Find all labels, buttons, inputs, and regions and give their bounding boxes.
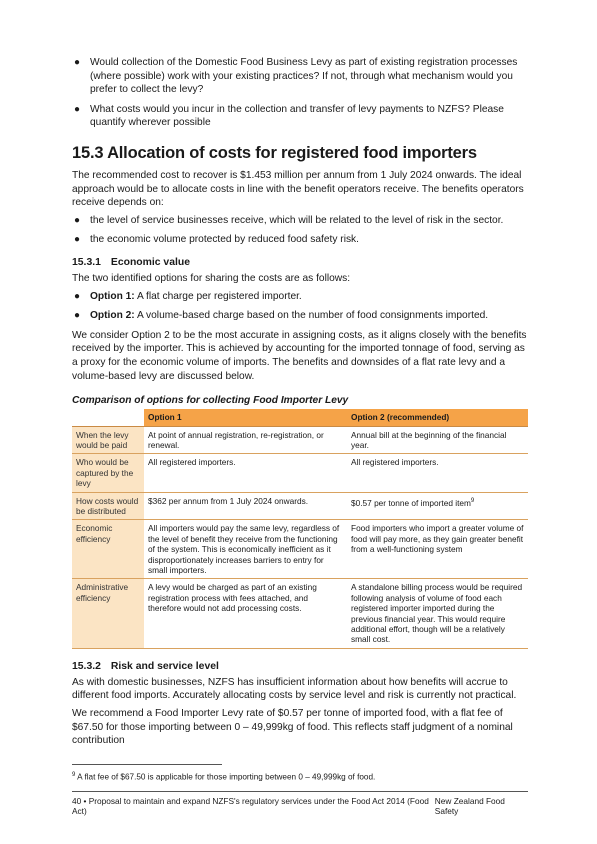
row-heading: Who would be captured by the levy [72,454,144,492]
row-heading: Economic efficiency [72,520,144,579]
bullet-icon: ● [74,103,81,115]
bullet-icon: ● [74,290,81,302]
table-header-option2: Option 2 (recommended) [347,409,528,426]
table-row [72,520,528,579]
economic-paragraph: We consider Option 2 to be the most accurate in assigning costs, as it aligns closely with the benefits received by the importer. This is achieved by accounting for the imported tonnage of food, serving as a proxy for the economic volume of imports. The benefits and downsides of a flat rate levy and a volume-based levy are discussed below. [72,329,527,382]
list-item: ● the level of service businesses receive, which will be related to the level of risk in the sector. [74,214,504,226]
footer-right: New Zealand Food Safety [434,796,505,816]
subsection-heading-economic: 15.3.1 Economic value [72,256,191,268]
risk-paragraph-1: As with domestic businesses, NZFS has insufficient information about how benefits will accrue to different food imports. Accurately allocating costs by service level and risk is currently not practical. [72,676,517,702]
table-row [72,579,528,648]
page-footer [72,796,528,816]
subsection-heading-risk: 15.3.2 Risk and service level [72,660,219,672]
risk-paragraph-2: We recommend a Food Importer Levy rate of $0.57 per tonne of imported food, with a flat fee of $67.50 for those importing between 0 – 49,999kg of food. This reflects staff judgment of a nominal contribution [72,708,513,747]
list-item: ● the economic volume protected by reduced food safety risk. [74,234,359,246]
bullet-icon: ● [74,234,81,246]
table-title: Comparison of options for collecting Food Importer Levy [72,395,349,407]
table-cell: $0.57 per tonne of imported item$^9$ [347,492,528,520]
bullet-icon: ● [74,57,81,68]
table-cell: Food importers who import a greater volume of food will pay more, as they gain greater benefit from a well-functioning system [347,520,528,579]
section-intro: The recommended cost to recover is $1.453 million per annum from 1 July 2024 onwards. The ideal approach would be to allocate costs in line with the benefit operators receive. The benefits operators receive depends on: [72,169,524,209]
footnote: $^9$ A flat fee of $67.50 is applicable for those importing between 0 – 49,999kg of food. [72,772,376,782]
table-cell: All registered importers. [144,454,347,492]
footnote-ref: 9 [470,497,475,504]
section-heading: 15.3 Allocation of costs for registered food importers [72,143,477,162]
consultation-questions [72,56,528,130]
table-cell: Annual bill at the beginning of the financial year. [347,426,528,454]
table-cell: All importers would pay the same levy, regardless of the level of benefit they receive from the functioning of the system. This is economically inefficient as it disproportionately increases barriers to entry for small importers. [144,520,347,579]
table-cell: $362 per annum from 1 July 2024 onwards. [144,492,347,520]
list-item: ● Option 1: A flat charge per registered importer. [74,290,302,302]
table-header-option1: Option 1 [144,409,347,426]
table-cell: A standalone billing process would be required following analysis of volume of food each registered importer imported during the previous financial year. This would require additional effort, though will be a relatively small cost. [347,579,528,648]
list-item: ● Would collection of the Domestic Food Business Levy as part of existing registration processes (where possible) work with your existing practices? If not, through what mechanism would you prefer to collect the levy? [74,57,518,96]
footer-left: 40 • Proposal to maintain and expand NZFS's regulatory services under the Food Act 2014 (Food Act) [72,796,429,816]
row-heading: How costs would be distributed [72,492,144,520]
table-row [72,492,528,520]
bullet-icon: ● [74,214,81,226]
comparison-table [72,409,528,649]
options-lead: The two identified options for sharing the costs are as follows: [72,272,351,284]
benefit-list [72,214,528,247]
table-row [72,426,528,454]
table-cell: A levy would be charged as part of an existing registration process with fees attached, and therefore would not add processing costs. [144,579,347,648]
bullet-icon: ● [74,310,81,322]
table-cell: All registered importers. [347,454,528,492]
table-cell: At point of annual registration, re-registration, or renewal. [144,426,347,454]
document-page [72,56,528,752]
row-heading: When the levy would be paid [72,426,144,454]
footnote-divider [72,764,222,765]
options-list [72,290,528,323]
list-item: ● Option 2: A volume-based charge based on the number of food consignments imported. [74,310,489,322]
footer-divider [72,791,528,792]
list-item: ● What costs would you incur in the collection and transfer of levy payments to NZFS? Please quantify wherever possible [74,103,504,129]
table-header-blank [72,409,144,426]
table-row [72,454,528,492]
row-heading: Administrative efficiency [72,579,144,648]
table-header-row [72,409,528,426]
